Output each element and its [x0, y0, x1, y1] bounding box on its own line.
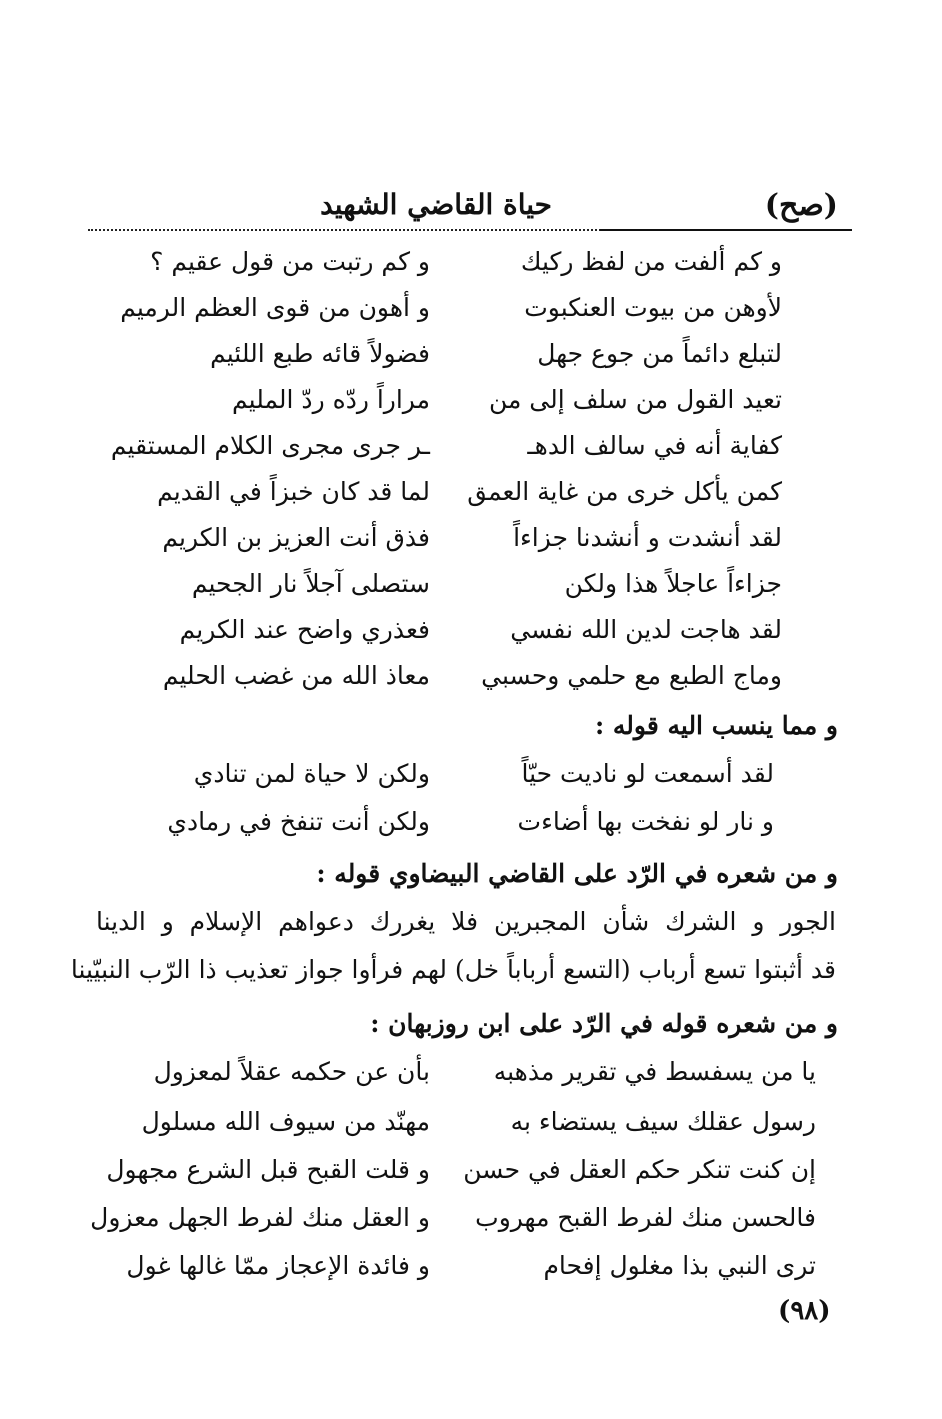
verse-hemistich-left: ـر جرى مجرى الكلام المستقيم — [110, 431, 430, 460]
verse-hemistich-right: جزاءاً عاجلاً هذا ولكن — [564, 569, 782, 598]
section-tag: (صح) — [764, 188, 838, 223]
verse-hemistich-right: فالحسن منك لفرط القبح مهروب — [475, 1203, 816, 1232]
verse-hemistich-left: لما قد كان خبزاً في القديم — [157, 477, 430, 506]
verse-hemistich-left: بأن عن حكمه عقلاً لمعزول — [153, 1057, 430, 1086]
verse-hemistich-right: و كم ألفت من لفظ ركيك — [520, 247, 782, 276]
verse-hemistich-right: وماج الطبع مع حلمي وحسبي — [481, 661, 782, 690]
prose-line: قد أثبتوا تسع أرباب (التسع أرباباً خل) لهم فرأوا جواز تعذيب ذا الرّب النبيّينا — [70, 955, 836, 984]
verse-hemistich-right: يا من يسفسط في تقرير مذهبه — [493, 1057, 816, 1086]
verse-hemistich-right: لأوهن من بيوت العنكبوت — [524, 293, 782, 322]
verse-hemistich-left: مراراً ردّه ردّ المليم — [232, 385, 430, 414]
page-number: (٩٨) — [778, 1296, 831, 1326]
verse-hemistich-left: فعذري واضح عند الكريم — [179, 615, 430, 644]
verse-hemistich-right: ترى النبي بذا مغلول إفحام — [543, 1251, 816, 1280]
verse-hemistich-right: إن كنت تنكر حكم العقل في حسن — [463, 1155, 816, 1184]
verse-hemistich-right: و نار لو نفخت بها أضاءت — [517, 807, 774, 836]
running-header — [88, 188, 852, 232]
verse-hemistich-left: مهنّد من سيوف الله مسلول — [141, 1107, 430, 1136]
section-intro: و مما ينسب اليه قوله : — [594, 711, 838, 740]
verse-hemistich-left: و العقل منك لفرط الجهل معزول — [90, 1203, 430, 1232]
verse-hemistich-right: لتبلع دائماً من جوع جهل — [537, 339, 782, 368]
header-solid-rule — [600, 229, 852, 231]
verse-hemistich-left: معاذ الله من غضب الحليم — [162, 661, 430, 690]
verse-hemistich-left: و فائدة الإعجاز ممّا غالها غول — [126, 1251, 430, 1280]
verse-hemistich-right: تعيد القول من سلف إلى من — [488, 385, 782, 414]
running-title: حياة القاضي الشهيد — [320, 188, 552, 221]
verse-hemistich-right: كفاية أنه في سالف الدهـ — [527, 431, 782, 460]
verse-hemistich-left: ولكن أنت تنفخ في رمادي — [167, 807, 430, 836]
verse-hemistich-left: و قلت القبح قبل الشرع مجهول — [106, 1155, 430, 1184]
section-intro: و من شعره قوله في الرّد على ابن روزبهان : — [370, 1009, 838, 1038]
verse-hemistich-right: لقد هاجت لدين الله نفسي — [510, 615, 782, 644]
prose-line: الجور و الشرك شأن المجبرين فلا يغررك دعواهم الإسلام و الدينا — [96, 907, 836, 936]
verse-hemistich-left: ولكن لا حياة لمن تنادي — [193, 759, 430, 788]
verse-hemistich-right: لقد أنشدت و أنشدنا جزاءاً — [513, 523, 782, 552]
section-intro: و من شعره في الرّد على القاضي البيضاوي قوله : — [316, 859, 838, 888]
verse-hemistich-left: فضولاً قائه طبع اللئيم — [210, 339, 430, 368]
verse-hemistich-left: و أهون من قوى العظم الرميم — [120, 293, 430, 322]
verse-hemistich-right: رسول عقلك سيف يستضاء به — [510, 1107, 816, 1136]
verse-hemistich-left: ستصلى آجلاً نار الجحيم — [191, 569, 430, 598]
verse-hemistich-left: و كم رتبت من قول عقيم ؟ — [150, 247, 430, 276]
verse-hemistich-right: لقد أسمعت لو ناديت حيّاً — [521, 759, 774, 788]
verse-hemistich-left: فذق أنت العزيز بن الكريم — [162, 523, 430, 552]
verse-hemistich-right: كمن يأكل خرى من غاية العمق — [467, 477, 782, 506]
